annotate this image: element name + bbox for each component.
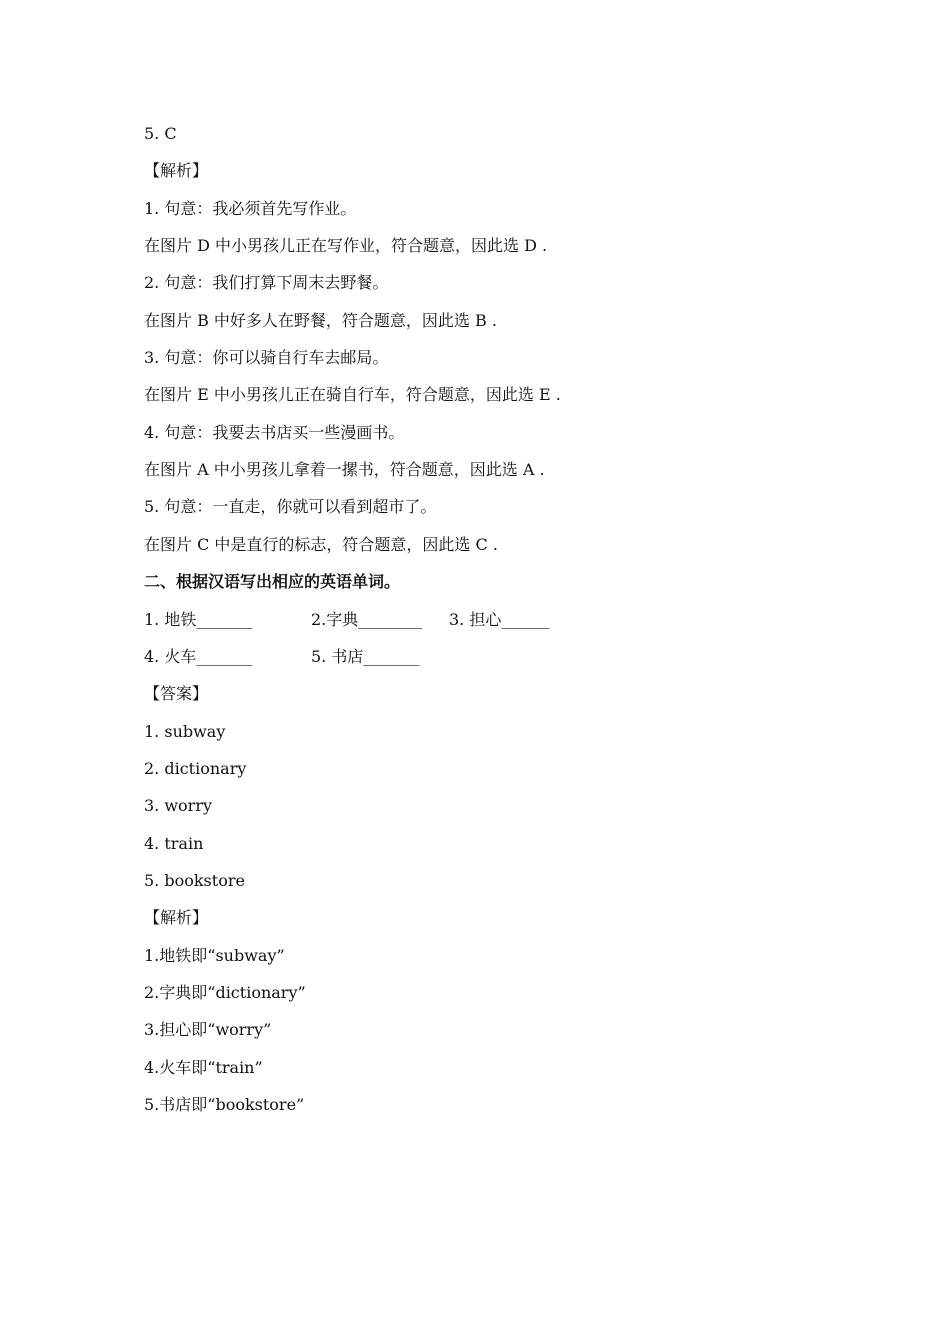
answer-item: 3. worry <box>144 796 213 815</box>
answer-line: 5. C <box>144 124 177 143</box>
question-item: 1. 地铁_______ <box>144 610 253 629</box>
answer-item: 4. train <box>144 834 204 853</box>
analysis-explanation: 在图片 D 中小男孩儿正在写作业，符合题意，因此选 D . <box>144 236 548 255</box>
question-item: 5. 书店_______ <box>311 647 420 666</box>
analysis-item: 4.火车即“train” <box>144 1058 263 1077</box>
analysis-item: 2.字典即“dictionary” <box>144 983 306 1002</box>
analysis-explanation: 在图片 C 中是直行的标志，符合题意，因此选 C . <box>144 535 498 554</box>
question-item: 2.字典________ <box>311 610 423 629</box>
analysis-item: 5.书店即“bookstore” <box>144 1095 305 1114</box>
answer-item: 5. bookstore <box>144 871 245 890</box>
analysis-sentence: 2. 句意：我们打算下周末去野餐。 <box>144 273 389 292</box>
analysis-sentence: 5. 句意：一直走，你就可以看到超市了。 <box>144 497 437 516</box>
analysis-heading: 【解析】 <box>144 161 209 180</box>
analysis-explanation: 在图片 E 中小男孩儿正在骑自行车，符合题意，因此选 E . <box>144 385 561 404</box>
analysis-heading: 【解析】 <box>144 908 209 927</box>
analysis-explanation: 在图片 B 中好多人在野餐，符合题意，因此选 B . <box>144 311 497 330</box>
answer-heading: 【答案】 <box>144 684 209 703</box>
analysis-sentence: 4. 句意：我要去书店买一些漫画书。 <box>144 423 405 442</box>
answer-item: 2. dictionary <box>144 759 247 778</box>
analysis-item: 3.担心即“worry” <box>144 1020 272 1039</box>
answer-item: 1. subway <box>144 722 226 741</box>
question-item: 3. 担心______ <box>449 610 550 629</box>
analysis-sentence: 1. 句意：我必须首先写作业。 <box>144 199 357 218</box>
section-heading: 二、根据汉语写出相应的英语单词。 <box>144 572 401 591</box>
analysis-item: 1.地铁即“subway” <box>144 946 285 965</box>
question-item: 4. 火车_______ <box>144 647 253 666</box>
analysis-sentence: 3. 句意：你可以骑自行车去邮局。 <box>144 348 389 367</box>
analysis-explanation: 在图片 A 中小男孩儿拿着一摞书，符合题意，因此选 A . <box>144 460 545 479</box>
